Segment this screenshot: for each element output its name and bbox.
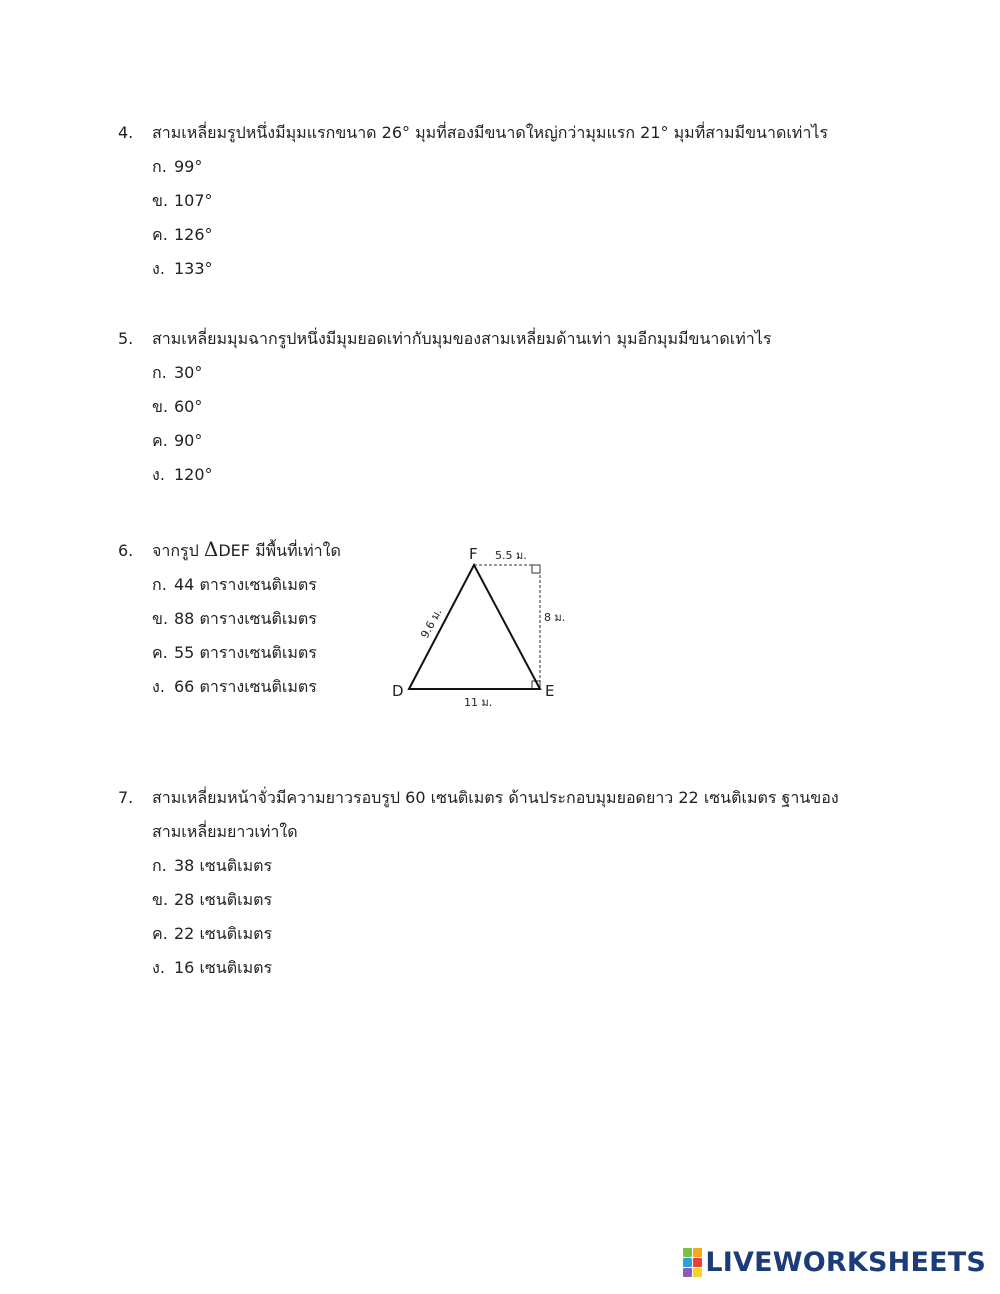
option-letter: ก. (152, 575, 167, 594)
top-length-label: 5.5 ม. (495, 549, 527, 562)
option-b[interactable] (118, 184, 918, 218)
logo-tile (693, 1248, 702, 1257)
question-number: 7. (118, 788, 134, 807)
logo-tile (683, 1248, 692, 1257)
side-df-label: 9.6 ม. (418, 606, 445, 641)
option-text: 60° (174, 397, 203, 416)
option-text: 38 เซนติเมตร (174, 856, 273, 875)
option-text: 28 เซนติเมตร (174, 890, 273, 909)
option-letter: ข. (152, 890, 169, 909)
option-text: 16 เซนติเมตร (174, 958, 273, 977)
option-b[interactable] (118, 883, 918, 917)
question-text-after: DEF มีพื้นที่เท่าใด (218, 541, 341, 560)
option-letter: ค. (152, 924, 168, 943)
logo-tile (693, 1258, 702, 1267)
option-text: 55 ตารางเซนติเมตร (174, 643, 317, 662)
logo-tile (683, 1268, 692, 1277)
option-letter: ก. (152, 363, 167, 382)
option-d[interactable] (118, 670, 388, 704)
option-c[interactable] (118, 424, 918, 458)
option-text: 22 เซนติเมตร (174, 924, 273, 943)
question-6 (118, 532, 388, 704)
option-b[interactable] (118, 390, 918, 424)
logo-wordmark: LIVEWORKSHEETS (705, 1247, 986, 1278)
option-letter: ค. (152, 643, 168, 662)
vertex-d-label: D (392, 682, 404, 700)
option-letter: ก. (152, 157, 167, 176)
question-number: 4. (118, 123, 134, 142)
question-number: 5. (118, 329, 134, 348)
height-label: 8 ม. (544, 611, 566, 624)
option-letter: ง. (152, 677, 165, 696)
option-text: 133° (174, 259, 213, 278)
option-d[interactable] (118, 252, 918, 286)
option-b[interactable] (118, 602, 388, 636)
question-5 (118, 322, 918, 492)
question-text: สามเหลี่ยมมุมฉากรูปหนึ่งมีมุมยอดเท่ากับมุมของสามเหลี่ยมด้านเท่า มุมอีกมุมมีขนาดเท่าไร (152, 329, 772, 348)
question-7 (118, 781, 918, 985)
question-text: สามเหลี่ยมหน้าจั่วมีความยาวรอบรูป 60 เซนติเมตร ด้านประกอบมุมยอดยาว 22 เซนติเมตร ฐานของ (152, 788, 839, 807)
option-c[interactable] (118, 636, 388, 670)
vertex-f-label: F (469, 545, 478, 563)
option-letter: ง. (152, 958, 165, 977)
option-letter: ค. (152, 431, 168, 450)
question-text (152, 532, 388, 568)
option-a[interactable] (118, 568, 388, 602)
option-text: 88 ตารางเซนติเมตร (174, 609, 317, 628)
option-text: 120° (174, 465, 213, 484)
option-text: 107° (174, 191, 213, 210)
option-letter: ง. (152, 259, 165, 278)
base-length-label: 11 ม. (464, 696, 493, 709)
option-c[interactable] (118, 218, 918, 252)
question-text: สามเหลี่ยมรูปหนึ่งมีมุมแรกขนาด 26° มุมที่สองมีขนาดใหญ่กว่ามุมแรก 21° มุมที่สามมีขนาดเท่าไร (152, 123, 828, 142)
liveworksheets-logo[interactable] (683, 1247, 986, 1278)
option-text: 90° (174, 431, 203, 450)
option-text: 126° (174, 225, 213, 244)
option-d[interactable] (118, 458, 918, 492)
option-c[interactable] (118, 917, 918, 951)
option-text: 66 ตารางเซนติเมตร (174, 677, 317, 696)
logo-icon (683, 1248, 702, 1277)
option-text: 30° (174, 363, 203, 382)
option-a[interactable] (118, 356, 918, 390)
logo-tile (693, 1268, 702, 1277)
option-a[interactable] (118, 150, 918, 184)
triangle-def-figure (380, 536, 580, 716)
logo-tile (683, 1258, 692, 1267)
question-text-continued: สามเหลี่ยมยาวเท่าใด (152, 822, 298, 841)
option-text: 44 ตารางเซนติเมตร (174, 575, 317, 594)
option-d[interactable] (118, 951, 918, 985)
right-angle-mark-top (532, 565, 540, 573)
option-a[interactable] (118, 849, 918, 883)
question-number: 6. (118, 541, 134, 560)
option-letter: ก. (152, 856, 167, 875)
option-letter: ง. (152, 465, 165, 484)
option-letter: ข. (152, 609, 169, 628)
question-4 (118, 116, 918, 286)
option-letter: ค. (152, 225, 168, 244)
delta-symbol: Δ (203, 537, 219, 561)
option-letter: ข. (152, 191, 169, 210)
vertex-e-label: E (545, 682, 555, 700)
option-text: 99° (174, 157, 203, 176)
option-letter: ข. (152, 397, 169, 416)
question-text-before: จากรูป (152, 541, 204, 560)
